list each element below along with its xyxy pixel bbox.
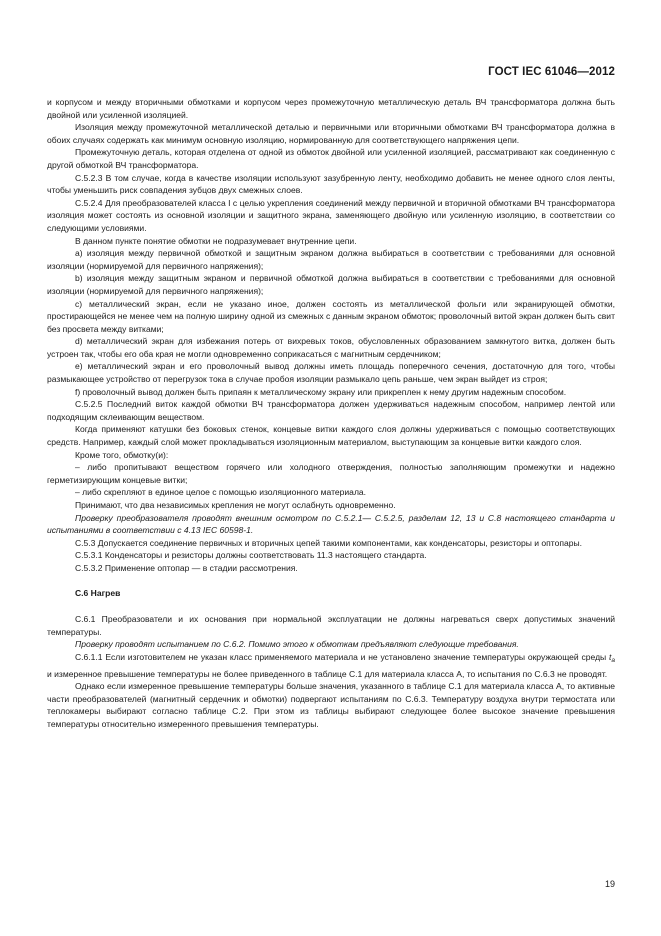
- paragraph: Проверку преобразователя проводят внешним осмотром по С.5.2.1— С.5.2.5, разделам 12, 13 и С.8 настоящего стандарта и испытаниями в соответствии с 4.13 IEC 60598-1.: [47, 512, 615, 536]
- paragraph: С.5.3.1 Конденсаторы и резисторы должны соответствовать 11.3 настоящего стандарта.: [75, 550, 427, 561]
- paragraph: Однако если измеренное превышение температуры больше значения, указанного в таблице С.1 для материала класса А, то активные части преобразователей (магнитный сердечник и обмотки) подвергают испытаниям по С.6.3. Температуру воздуха внутри термостата или теплокамеры выбирают согласно таблице С.2. При этом из таблицы выбирают следующее более высокое значение превышения температуры относительно измеренного превышения температуры.: [47, 681, 615, 729]
- paragraph: – либо пропитывают веществом горячего или холодного отверждения, полностью заполняющим промежутки и надежно герметизирующим концевые витки;: [47, 462, 615, 485]
- paragraph: С.5.3.2 Применение оптопар — в стадии рассмотрения.: [75, 562, 298, 573]
- paragraph: f) проволочный вывод должен быть припаян к металлическому экрану или прикреплен к нему другим надежным способом.: [75, 386, 567, 397]
- paragraph-group-3: [47, 680, 615, 730]
- paragraph: Когда применяют катушки без боковых стенок, концевые витки каждого слоя должны удерживаться с помощью соответствующих средств. Например, каждый слой может прокладываться изоляционным материалом, выступающим за концевые витки каждого слоя.: [47, 424, 615, 448]
- paragraph-group-2: [47, 613, 615, 651]
- paragraph: В данном пункте понятие обмотки не подразумевает внутренние цепи.: [75, 235, 357, 246]
- paragraph: С.5.2.5 Последний виток каждой обмотки ВЧ трансформатора должен удерживаться надежным способом, например лентой или подходящим склеивающим веществом.: [47, 399, 615, 422]
- paragraph-c611: [47, 651, 615, 680]
- paragraph: С.5.2.3 В том случае, когда в качестве изоляции используют зазубренную ленту, необходимо добавить не менее одного слоя ленты, чтобы уменьшить риск совпадения зубцов двух смежных слоев.: [47, 172, 615, 196]
- paragraph: c) металлический экран, если не указано иное, должен состоять из металлической фольги или экранирующей обмотки, простирающейся не менее чем на полную ширину одной из смежных с данным экраном обмоток; проволочный витой экран должен быть свит без просвета между витками;: [47, 298, 615, 334]
- c611-before: С.6.1.1 Если изготовителем не указан класс применяемого материала и не установлено значение температуры окружающей среды: [75, 651, 609, 662]
- paragraph: d) металлический экран для избежания потерь от вихревых токов, обусловленных образованием замкнутого витка, должен быть устроен так, чтобы его оба края не могли одновременно соприкасаться с магнитным сердечником;: [47, 336, 615, 359]
- paragraph: С.6.1 Преобразователи и их основания при нормальной эксплуатации не должны нагреваться сверх допустимых значений температуры.: [47, 614, 615, 637]
- paragraph: С.5.3 Допускается соединение первичных и вторичных цепей такими компонентами, как конденсаторы, резисторы и оптопары.: [75, 537, 582, 548]
- paragraph: Принимают, что два независимых крепления не могут ослабнуть одновременно.: [75, 500, 396, 510]
- paragraph: Изоляция между промежуточной металлической деталью и первичными или вторичными обмотками ВЧ трансформатора должна в обоих случаях содержать как минимум основную изоляцию, нормированную для соответствующего напряжения цепи.: [47, 122, 615, 145]
- paragraph: – либо скрепляют в единое целое с помощью изоляционного материала.: [75, 487, 367, 498]
- page-number: 19: [604, 879, 615, 889]
- paragraph: e) металлический экран и его проволочный вывод должны иметь площадь поперечного сечения, достаточную для того, чтобы размыкающее устройство от перегрузок тока в случае пробоя изоляции размыкало цепь раньше, чем экран выйдет из строя;: [47, 361, 615, 385]
- section-heading: С.6 Нагрев: [75, 587, 121, 598]
- paragraph-group-1: [47, 96, 615, 575]
- standard-header: ГОСТ IEC 61046—2012: [488, 66, 615, 78]
- c611-after: и измеренное превышение температуры не более приведенного в таблице С.1 для материала класса А, то испытания по С.6.3 не проводят.: [47, 668, 608, 679]
- paragraph: Промежуточную деталь, которая отделена от одной из обмоток двойной или усиленной изоляцией, рассматривают как соединенную с другой обмоткой ВЧ трансформатора.: [47, 147, 615, 170]
- document-body: [47, 96, 615, 731]
- paragraph: Проверку проводят испытанием по С.6.2. Помимо этого к обмоткам предъявляют следующие требования.: [75, 639, 519, 650]
- paragraph: С.5.2.4 Для преобразователей класса I с целью укрепления соединений между первичной и вторичной обмотками ВЧ трансформатора изоляция может состоять из основной изоляции и защитного экрана, заменяющего двойную или усиленную изоляцию, в соответствии со следующими условиями.: [47, 197, 615, 233]
- paragraph: Кроме того, обмотку(и):: [75, 449, 169, 460]
- paragraph: и корпусом и между вторичными обмотками и корпусом через промежуточную металлическую деталь ВЧ трансформатора должна быть двойной или усиленной изоляцией.: [47, 97, 615, 120]
- temperature-symbol: t: [609, 651, 612, 662]
- paragraph: a) изоляция между первичной обмоткой и защитным экраном должна выбираться в соответствии с требованиями для основной изоляции (нормируемой для первичного напряжения);: [47, 248, 615, 271]
- temperature-subscript: a: [611, 656, 615, 664]
- paragraph: b) изоляция между защитным экраном и первичной обмоткой должна выбираться в соответствии с требованиями для основной изоляции (нормируемой для первичного напряжения);: [47, 273, 615, 296]
